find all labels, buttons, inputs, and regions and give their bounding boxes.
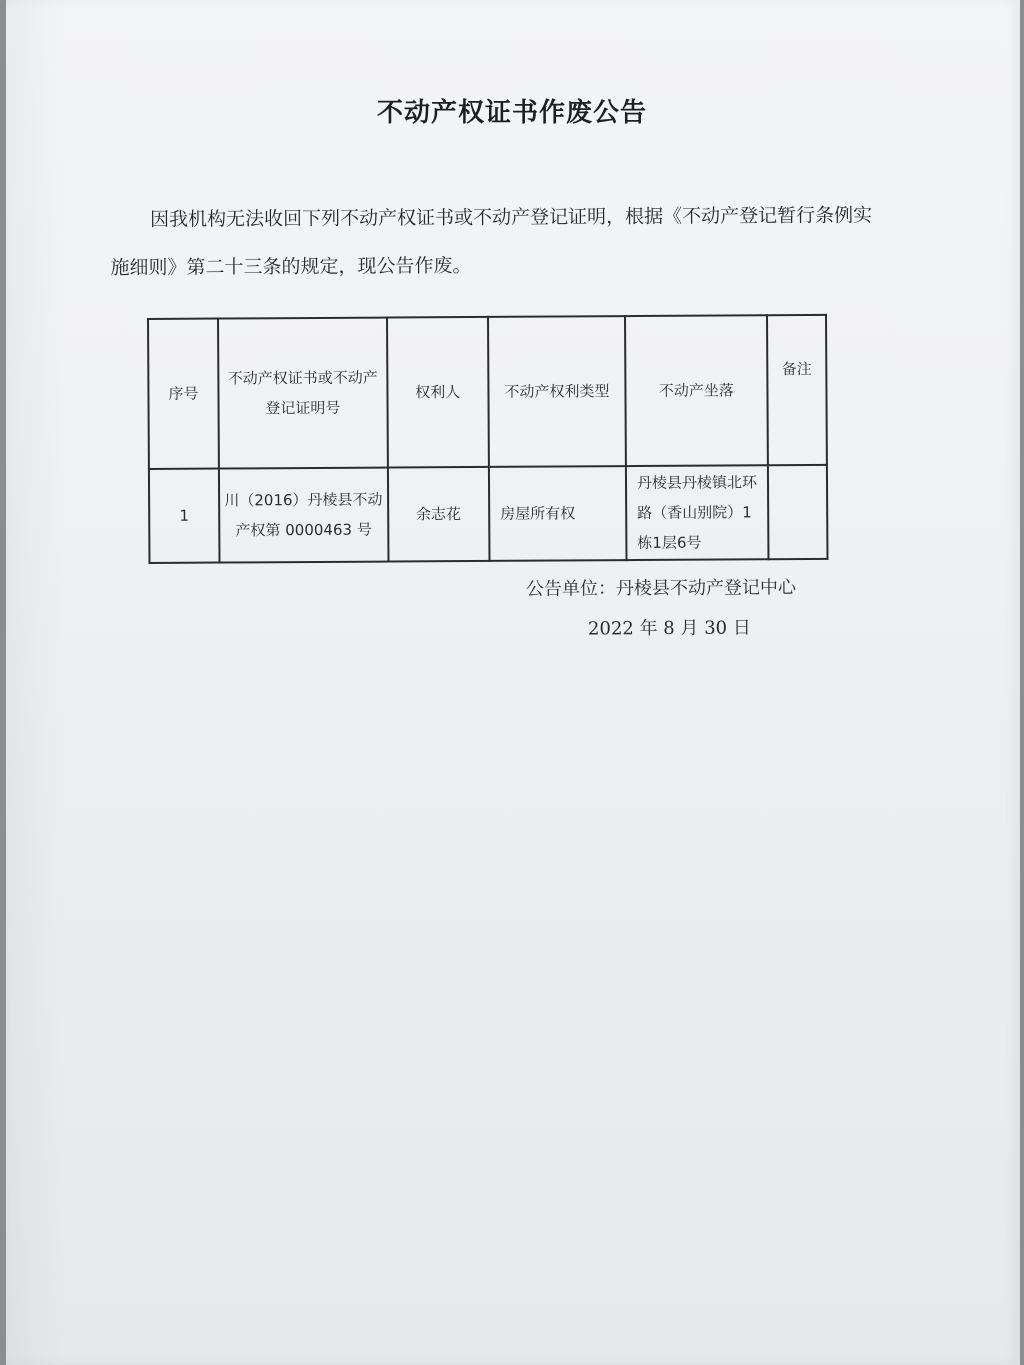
header-right-type: 不动产权利类型: [488, 316, 626, 467]
header-cert-no: 不动产权证书或不动产登记证明号: [218, 318, 387, 469]
notice-table: [147, 314, 828, 564]
cell-index: 1: [149, 469, 220, 563]
header-location: 不动产坐落: [625, 315, 768, 466]
footer-date: 2022 年 8 月 30 日: [587, 617, 751, 640]
footer-unit: 公告单位：丹棱县不动产登记中心: [525, 577, 797, 600]
cell-cert-no: 川（2016）丹棱县不动产权第 0000463 号: [219, 468, 388, 563]
header-note: 备注: [767, 315, 827, 465]
table-row: [149, 465, 828, 563]
notice-title: 不动产权证书作废公告: [376, 98, 647, 128]
cell-note: [768, 465, 828, 559]
header-index: 序号: [148, 319, 219, 469]
notice-paragraph: 因我机构无法收回下列不动产权证书或不动产登记证明，根据《不动产登记暂行条例实施细则》第二十三条的规定，现公告作废。: [110, 204, 873, 279]
table-header-row: [148, 315, 827, 469]
cell-holder: 余志花: [387, 467, 489, 562]
cell-location: 丹棱县丹棱镇北环路（香山别院）1栋1层6号: [626, 465, 768, 560]
header-holder: 权利人: [387, 317, 489, 468]
cell-right-type: 房屋所有权: [489, 466, 627, 561]
notice-table-wrapper: [147, 314, 828, 564]
